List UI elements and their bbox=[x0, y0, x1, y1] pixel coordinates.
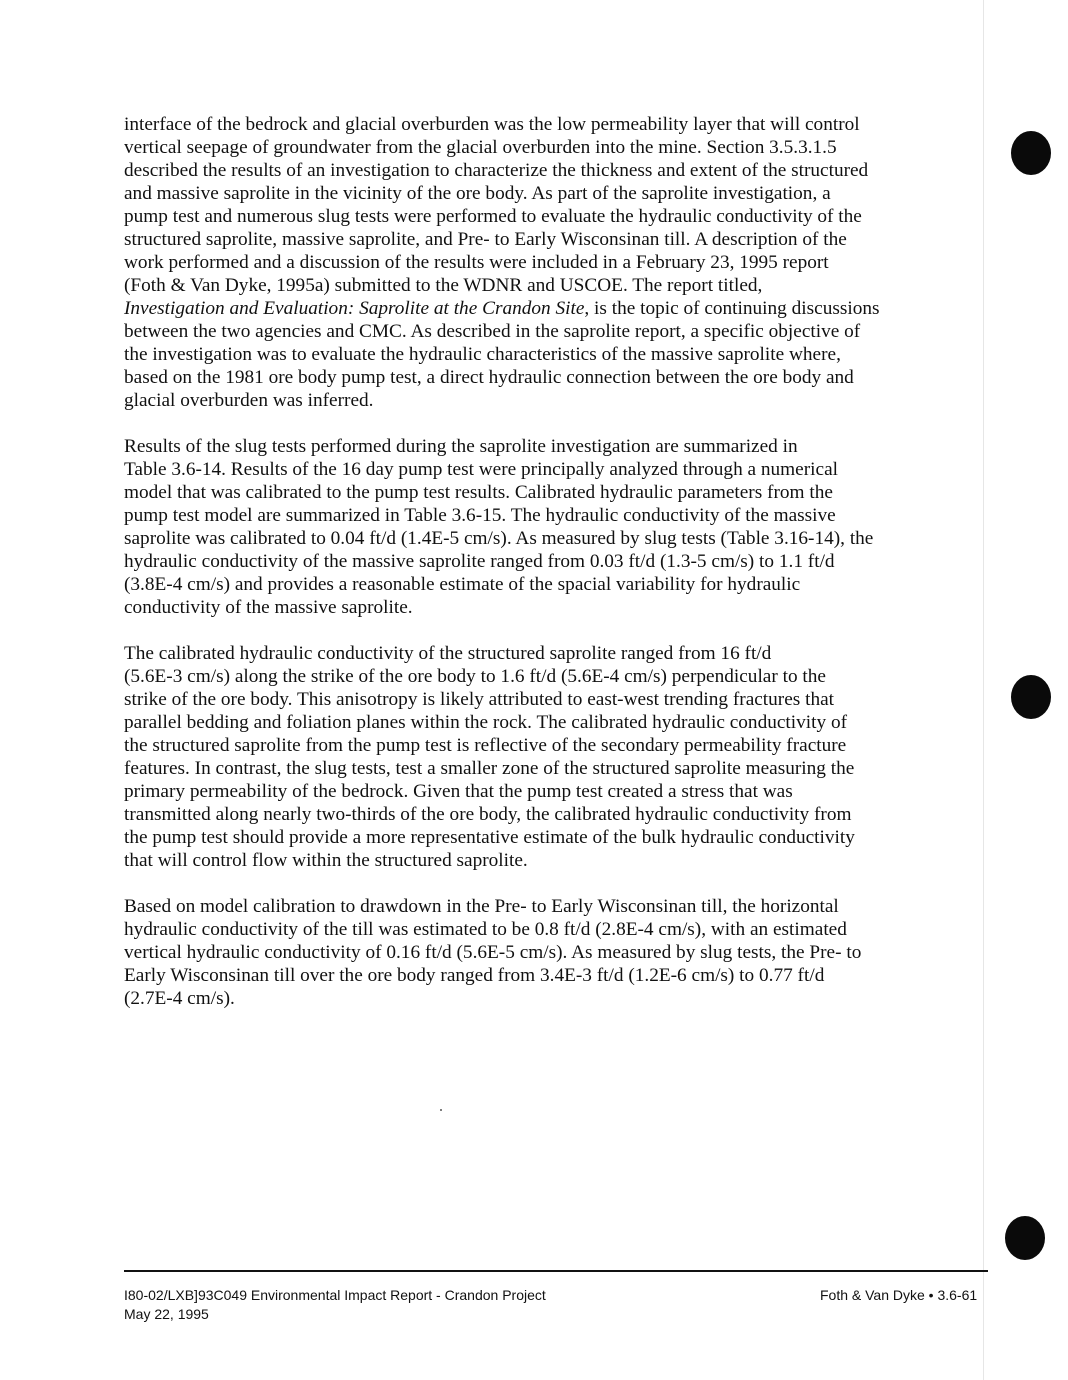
footer-rule bbox=[124, 1270, 988, 1272]
binder-hole-icon bbox=[1011, 131, 1051, 175]
footer-doc-code: I80-02/LXB]93C049 Environmental Impact Report - Crandon Project bbox=[124, 1287, 546, 1303]
scan-speck bbox=[440, 1109, 442, 1111]
report-title: Investigation and Evaluation: Saprolite at the Crandon Site bbox=[124, 298, 585, 319]
paragraph-4: Based on model calibration to drawdown in the Pre- to Early Wisconsinan till, the horizontal hydraulic conductivity of the till was estimated to be 0.8 ft/d (2.8E-4 cm/s), with an estimated vertical hydraulic conductivity of 0.16 ft/d (5.6E-5 cm/s). As measured by slug tests, the Pre- to Early Wisconsinan till over the ore body ranged from 3.4E-3 ft/d (1.2E-6 cm/s) to 0.77 ft/d (2.7E-4 cm/s). bbox=[124, 896, 862, 1009]
page-edge bbox=[983, 0, 984, 1380]
footer-left bbox=[124, 1286, 546, 1324]
footer-page-number: Foth & Van Dyke • 3.6-61 bbox=[820, 1287, 978, 1303]
footer-date: May 22, 1995 bbox=[124, 1306, 209, 1322]
binder-hole-icon bbox=[1005, 1216, 1045, 1260]
paragraph-1-after: , is the topic of continuing discussions between the two agencies and CMC. As described in the saprolite report, a specific objective of the investigation was to evaluate the hydraulic characteristics of the massive saprolite where, based on the 1981 ore body pump test, a direct hydraulic connection between the ore body and glacial overburden was inferred. bbox=[124, 298, 880, 411]
body-text bbox=[124, 113, 966, 1033]
paragraph-1 bbox=[124, 113, 966, 412]
paragraph-3: The calibrated hydraulic conductivity of the structured saprolite ranged from 16 ft/d (5.6E-3 cm/s) along the strike of the ore body to 1.6 ft/d (5.6E-4 cm/s) perpendicular to the strike of the ore body. This anisotropy is likely attributed to east-west trending fractures that parallel bedding and foliation planes within the rock. The calibrated hydraulic conductivity of the structured saprolite from the pump test is reflective of the secondary permeability fracture features. In contrast, the slug tests, test a smaller zone of the structured saprolite measuring the primary permeability of the bedrock. Given that the pump test created a stress that was transmitted along nearly two-thirds of the ore body, the calibrated hydraulic conductivity from the pump test should provide a more representative estimate of the bulk hydraulic conductivity that will control flow within the structured saprolite. bbox=[124, 643, 855, 871]
paragraph-1-before: interface of the bedrock and glacial overburden was the low permeability layer that will control vertical seepage of groundwater from the glacial overburden into the mine. Section 3.5.3.1.5 described the results of an investigation to characterize the thickness and extent of the structured and massive saprolite in the vicinity of the ore body. As part of the saprolite investigation, a pump test and numerous slug tests were performed to evaluate the hydraulic conductivity of the structured saprolite, massive saprolite, and Pre- to Early Wisconsinan till. A description of the work performed and a discussion of the results were included in a February 23, 1995 report (Foth & Van Dyke, 1995a) submitted to the WDNR and USCOE. The report titled, bbox=[124, 114, 869, 296]
binder-hole-icon bbox=[1011, 675, 1051, 719]
paragraph-2: Results of the slug tests performed during the saprolite investigation are summarized in Table 3.6-14. Results of the 16 day pump test were principally analyzed through a numerical model that was calibrated to the pump test results. Calibrated hydraulic parameters from the pump test model are summarized in Table 3.6-15. The hydraulic conductivity of the massive saprolite was calibrated to 0.04 ft/d (1.4E-5 cm/s). As measured by slug tests (Table 3.16-14), the hydraulic conductivity of the massive saprolite ranged from 0.03 ft/d (1.3-5 cm/s) to 1.1 ft/d (3.8E-4 cm/s) and provides a reasonable estimate of the spacial variability for hydraulic conductivity of the massive saprolite. bbox=[124, 436, 874, 618]
